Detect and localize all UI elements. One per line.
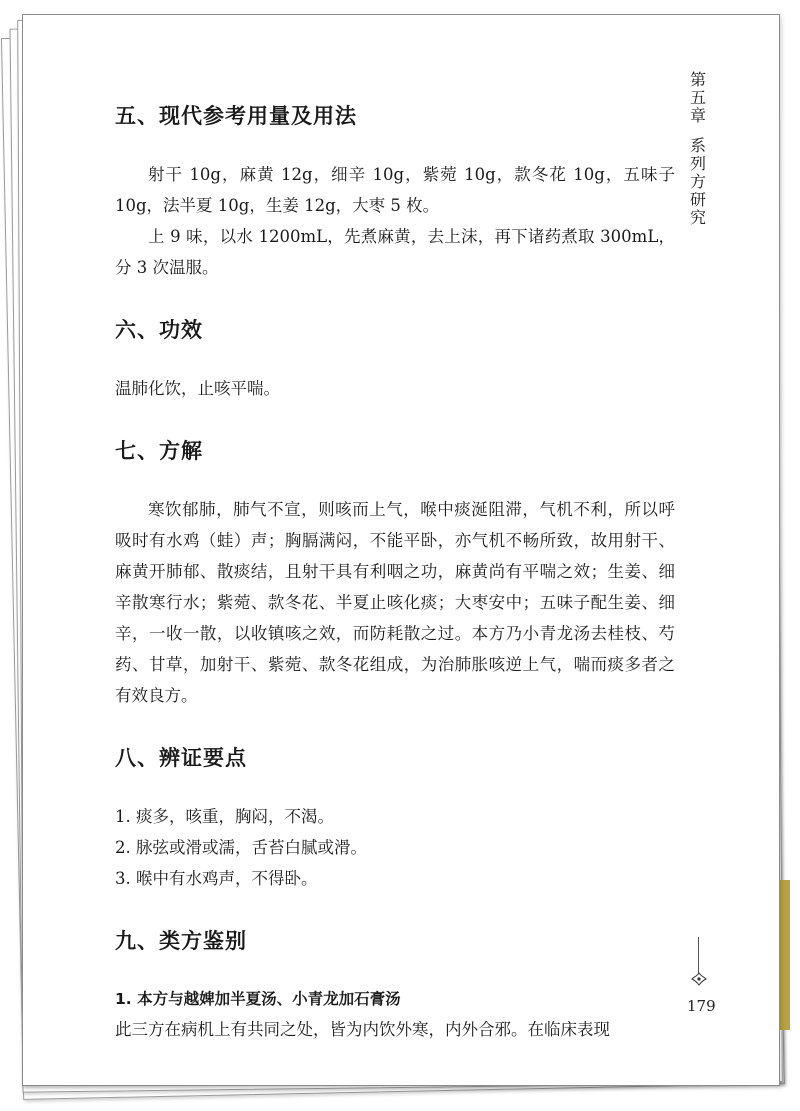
running-chapter-title [687, 71, 709, 227]
section-heading-differentiation: 九、类方鉴别 [115, 929, 247, 953]
efficacy-paragraph: 温肺化饮，止咳平喘。 [115, 379, 280, 398]
section-heading-key-points: 八、辨证要点 [115, 746, 247, 770]
title-char: 究 [689, 208, 706, 227]
chapter-char: 章 [689, 106, 706, 125]
section-heading-explanation: 七、方解 [115, 439, 203, 463]
dosage-paragraph: 射干 10g，麻黄 12g，细辛 10g，紫菀 10g，款冬花 10g，五味子 10g，法半夏 10g，生姜 12g，大枣 5 枚。 [115, 165, 675, 215]
title-char: 系 [689, 136, 706, 155]
page-content [115, 99, 675, 1045]
list-item: 1. 痰多，咳重，胸闷，不渴。 [115, 807, 334, 826]
list-item: 3. 喉中有水鸡声，不得卧。 [115, 869, 318, 888]
section-heading-efficacy: 六、功效 [115, 318, 203, 342]
comparison-paragraph: 此三方在病机上有共同之处，皆为内饮外寒，内外合邪。在临床表现 [115, 1020, 610, 1039]
title-char: 方 [689, 172, 706, 191]
page-number: 179 [687, 997, 716, 1015]
stacked-page-gold-edge [780, 880, 790, 1030]
section-heading-dosage: 五、现代参考用量及用法 [115, 104, 357, 128]
floral-ornament-icon [691, 971, 707, 990]
explanation-paragraph: 寒饮郁肺，肺气不宣，则咳而上气，喉中痰涎阻滞，气机不利，所以呼吸时有水鸡（蛙）声；胸膈满闷，不能平卧，亦气机不畅所致，故用射干、麻黄开肺郁、散痰结，且射干具有利咽之功，麻黄尚有平喘之效；生姜、细辛散寒行水；紫菀、款冬花、半夏止咳化痰；大枣安中；五味子配生姜、细辛，一收一散，以收镇咳之效，而防耗散之过。本方乃小青龙汤去桂枝、芍药、甘草，加射干、紫菀、款冬花组成，为治肺胀咳逆上气，喘而痰多者之有效良方。 [115, 500, 675, 705]
usage-paragraph: 上 9 味，以水 1200mL，先煮麻黄，去上沫，再下诸药煮取 300mL，分 3 次温服。 [115, 227, 675, 277]
decorative-rule [698, 937, 699, 973]
chapter-char: 五 [689, 88, 706, 107]
title-char: 研 [689, 190, 706, 209]
chapter-char: 第 [689, 70, 706, 89]
list-item: 2. 脉弦或滑或濡，舌苔白腻或滑。 [115, 838, 367, 857]
subheading-comparison: 1. 本方与越婢加半夏汤、小青龙加石膏汤 [115, 990, 401, 1008]
book-page [22, 14, 780, 1086]
title-char: 列 [689, 154, 706, 173]
